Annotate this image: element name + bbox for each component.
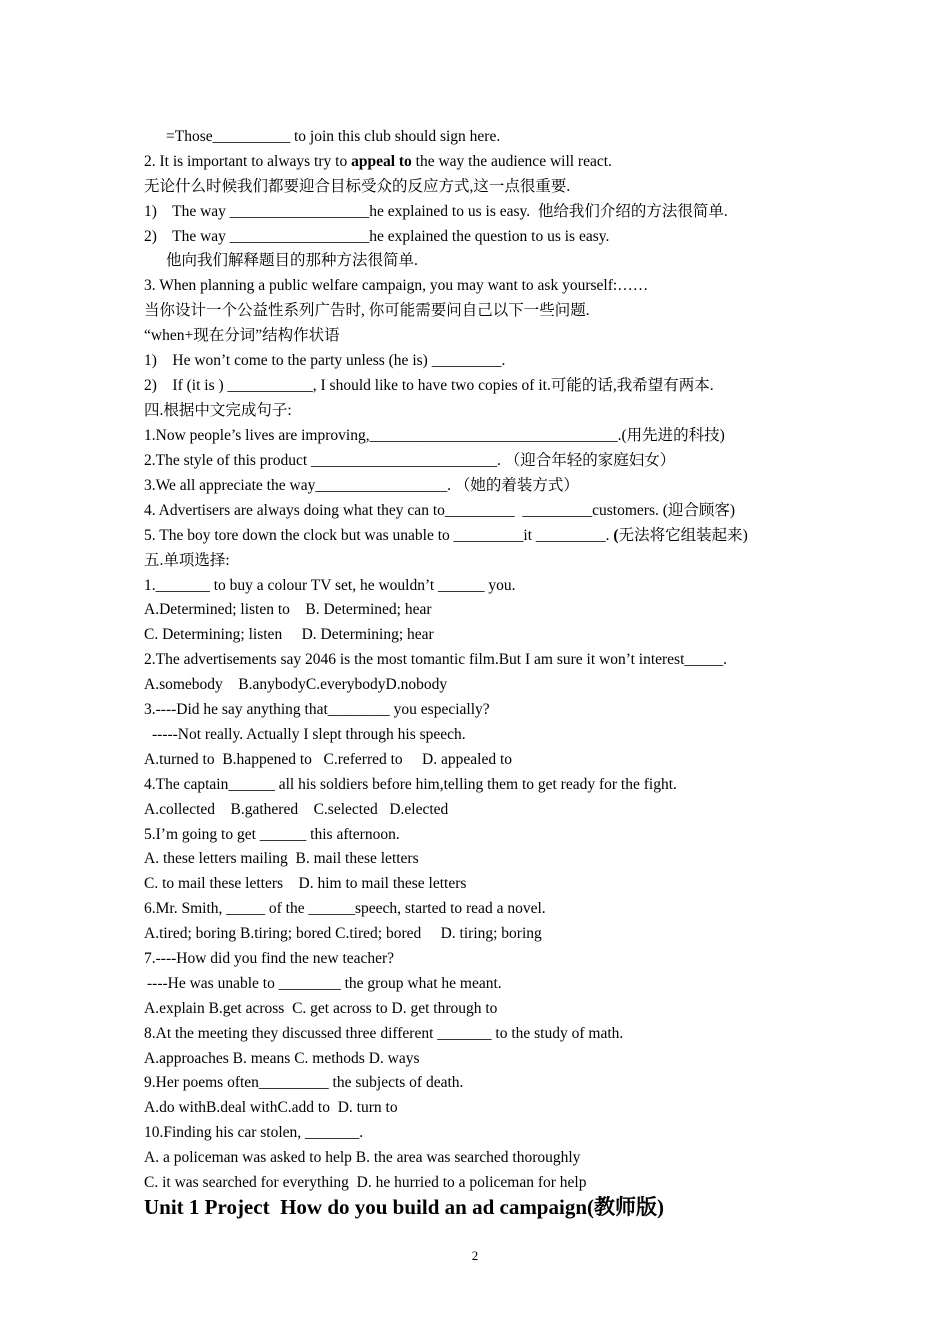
text-line: 1.Now people’s lives are improving,________________________________.(用先进的科技) — [144, 427, 725, 444]
text-line: 4. Advertisers are always doing what they can to_________ _________customers. (迎合顾客) — [144, 502, 736, 519]
text-line: 2) If (it is ) ___________, I should like to have two copies of it.可能的话,我希望有两本. — [144, 377, 714, 394]
text-line: 2. It is important to always try to appeal to the way the audience will react. — [144, 153, 612, 170]
text-line: 无论什么时候我们都要迎合目标受众的反应方式,这一点很重要. — [144, 178, 571, 195]
question-text: 6.Mr. Smith, _____ of the ______speech, started to read a novel. — [144, 900, 546, 917]
text-line: 当你设计一个公益性系列广告时, 你可能需要问自己以下一些问题. — [144, 302, 590, 319]
question-text: 3.----Did he say anything that________ you especially? — [144, 701, 490, 718]
answer-options: A.do withB.deal withC.add to D. turn to — [144, 1099, 398, 1116]
answer-options: A.collected B.gathered C.selected D.elected — [144, 801, 449, 818]
answer-options: C. to mail these letters D. him to mail these letters — [144, 875, 467, 892]
question-text: 8.At the meeting they discussed three different _______ to the study of math. — [144, 1025, 624, 1042]
answer-options: A.tired; boring B.tiring; bored C.tired; bored D. tiring; boring — [144, 925, 542, 942]
answer-options: A. a policeman was asked to help B. the area was searched thoroughly — [144, 1149, 581, 1166]
text-line: 1) The way __________________he explained to us is easy. 他给我们介绍的方法很简单. — [144, 203, 728, 220]
text-line: 5. The boy tore down the clock but was unable to _________it _________. (无法将它组装起来) — [144, 527, 748, 544]
text-line: “when+现在分词”结构作状语 — [144, 327, 340, 344]
text-line: 3.We all appreciate the way_________________. （她的着装方式） — [144, 477, 579, 494]
text-line: 2) The way __________________he explained the question to us is easy. — [144, 228, 610, 245]
section-heading: 四.根据中文完成句子: — [144, 402, 292, 419]
answer-options: A. these letters mailing B. mail these letters — [144, 850, 419, 867]
question-text: 4.The captain______ all his soldiers before him,telling them to get ready for the fight. — [144, 776, 677, 793]
text-line: 2.The style of this product ________________________. （迎合年轻的家庭妇女） — [144, 452, 676, 469]
question-text: ----He was unable to ________ the group what he meant. — [147, 975, 502, 992]
question-text: 2.The advertisements say 2046 is the most tomantic film.But I am sure it won’t interest_____. — [144, 651, 728, 668]
text-line: 3. When planning a public welfare campaign, you may want to ask yourself:…… — [144, 277, 649, 294]
answer-options: A.explain B.get across C. get across to D. get through to — [144, 1000, 498, 1017]
text-line: 1) He won’t come to the party unless (he is) _________. — [144, 352, 506, 369]
question-text: 10.Finding his car stolen, _______. — [144, 1124, 364, 1141]
answer-options: A.approaches B. means C. methods D. ways — [144, 1050, 420, 1067]
question-text: 1._______ to buy a colour TV set, he wouldn’t ______ you. — [144, 577, 516, 594]
text-line: 他向我们解释题目的那种方法很简单. — [166, 252, 418, 269]
unit-title: Unit 1 Project How do you build an ad campaign(教师版) — [144, 1195, 664, 1219]
bold-phrase: appeal to — [351, 153, 412, 170]
answer-options: A.somebody B.anybodyC.everybodyD.nobody — [144, 676, 448, 693]
text-line: =Those__________ to join this club should sign here. — [166, 128, 501, 145]
section-heading: 五.单项选择: — [144, 552, 230, 569]
answer-options: A.turned to B.happened to C.referred to D. appealed to — [144, 751, 513, 768]
question-text: 9.Her poems often_________ the subjects of death. — [144, 1074, 464, 1091]
answer-options: C. Determining; listen D. Determining; hear — [144, 626, 434, 643]
question-text: 7.----How did you find the new teacher? — [144, 950, 395, 967]
question-text: -----Not really. Actually I slept through his speech. — [152, 726, 466, 743]
question-text: 5.I’m going to get ______ this afternoon. — [144, 826, 400, 843]
page-number: 2 — [471, 1248, 479, 1263]
answer-options: A.Determined; listen to B. Determined; hear — [144, 601, 432, 618]
answer-options: C. it was searched for everything D. he hurried to a policeman for help — [144, 1174, 587, 1191]
